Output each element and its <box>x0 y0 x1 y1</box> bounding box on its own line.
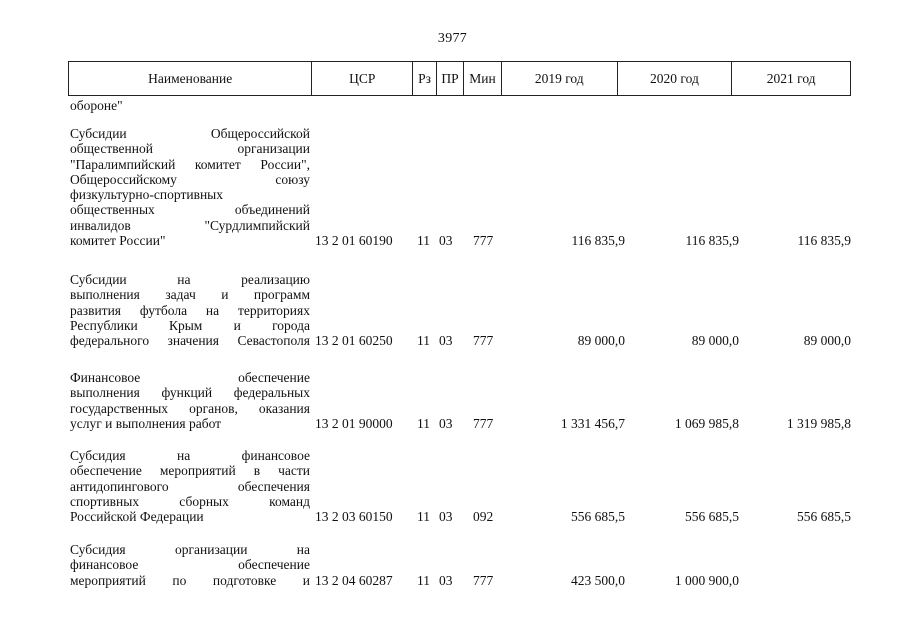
row-pr: 03 <box>439 572 453 588</box>
row-name-line: мероприятий по подготовке и <box>70 572 310 588</box>
table-header <box>68 61 851 96</box>
row-name-line: федерального значения Севастополя <box>70 333 310 349</box>
row-csr: 13 2 03 60150 <box>315 509 393 525</box>
row-name-line: спортивных сборных команд <box>70 493 310 509</box>
row-csr: 13 2 01 90000 <box>315 415 393 431</box>
row-name-line: выполнения задач и программ <box>70 287 310 303</box>
row-2020: 1 000 900,0 <box>674 572 739 588</box>
row-name-line: инвалидов "Сурдлимпийский <box>70 217 310 233</box>
row-rz: 11 <box>417 233 430 249</box>
row-name-line: Субсидия организации на <box>70 542 310 557</box>
row-name-line: "Паралимпийский комитет России", <box>70 156 310 172</box>
row-name-line: общественных объединений <box>70 202 310 218</box>
row-name-line: антидопингового обеспечения <box>70 478 310 494</box>
row-min: 777 <box>473 333 494 349</box>
row-2021: 1 319 985,8 <box>786 415 851 431</box>
row-2021: 116 835,9 <box>797 233 851 249</box>
row-min: 777 <box>473 233 494 249</box>
header-2021: 2021 год <box>766 70 816 86</box>
row-csr: 13 2 04 60287 <box>315 572 393 588</box>
row-name-line: развития футбола на территориях <box>70 302 310 318</box>
row-name <box>70 126 310 248</box>
row-name-line: Республики Крым и города <box>70 317 310 333</box>
row-2020: 1 069 985,8 <box>674 415 739 431</box>
row-name-line: физкультурно-спортивных <box>70 187 223 203</box>
row-2020: 89 000,0 <box>691 333 739 349</box>
row-name-line: Общероссийскому союзу <box>70 171 310 187</box>
header-csr: ЦСР <box>312 62 413 95</box>
page-number: 3977 <box>437 31 468 46</box>
row-rz: 11 <box>417 572 430 588</box>
row-2021: 556 685,5 <box>797 509 851 525</box>
header-2020: 2020 год <box>618 62 733 95</box>
continuation-text: обороне" <box>70 98 123 113</box>
row-name-line: выполнения функций федеральных <box>70 385 310 401</box>
row-name-line: Российской Федерации <box>70 509 204 525</box>
row-min: 777 <box>473 415 494 431</box>
header-2019: 2019 год <box>502 62 618 95</box>
row-csr: 13 2 01 60190 <box>315 233 393 249</box>
row-name-line: обеспечение мероприятий в части <box>70 463 310 479</box>
row-pr: 03 <box>439 333 453 349</box>
row-2020: 556 685,5 <box>685 509 739 525</box>
header-min: Мин <box>464 62 502 95</box>
row-name-line: общественной организации <box>70 141 310 157</box>
row-2019: 1 331 456,7 <box>560 415 625 431</box>
header-pr: ПР <box>437 62 464 95</box>
row-name-line: комитет России" <box>70 233 166 249</box>
row-2021: 89 000,0 <box>803 333 851 349</box>
row-min: 777 <box>473 572 494 588</box>
row-name-line: Финансовое обеспечение <box>70 370 310 385</box>
row-pr: 03 <box>439 415 453 431</box>
row-pr: 03 <box>439 509 453 525</box>
header-rz: Рз <box>413 62 437 95</box>
row-2019: 423 500,0 <box>571 572 625 588</box>
row-name-line: государственных органов, оказания <box>70 400 310 416</box>
row-csr: 13 2 01 60250 <box>315 333 393 349</box>
row-rz: 11 <box>417 333 430 349</box>
row-rz: 11 <box>417 509 430 525</box>
row-min: 092 <box>473 509 494 525</box>
row-2019: 556 685,5 <box>571 509 625 525</box>
row-2019: 116 835,9 <box>571 233 625 249</box>
row-name-line: услуг и выполнения работ <box>70 415 222 431</box>
row-name-line: Субсидии Общероссийской <box>70 126 310 141</box>
row-name-line: Субсидии на реализацию <box>70 272 310 287</box>
header-name: Наименование <box>69 62 312 95</box>
row-name-line: Субсидия на финансовое <box>70 448 310 463</box>
row-2019: 89 000,0 <box>577 333 625 349</box>
row-name-line: финансовое обеспечение <box>70 557 310 573</box>
row-2020: 116 835,9 <box>685 233 739 249</box>
row-rz: 11 <box>417 415 430 431</box>
row-pr: 03 <box>439 233 453 249</box>
